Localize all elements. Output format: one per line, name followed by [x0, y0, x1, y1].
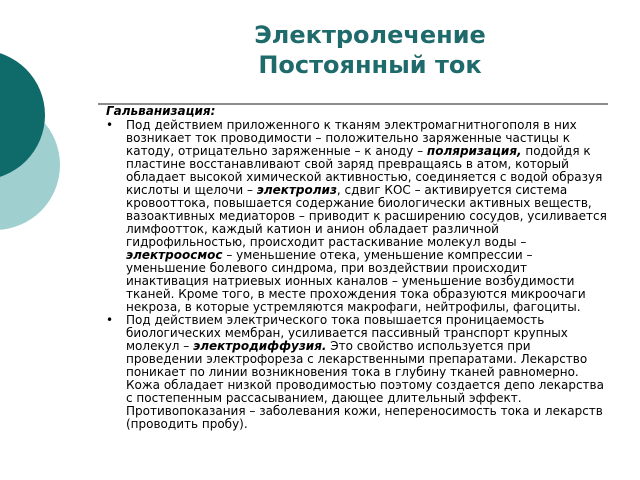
slide-content [100, 105, 610, 431]
bullet-text: подойдя к пластине восстанавливают свой заряд превращаясь в атом, который обладает высокой химической активностью, соединяется с водой образуя кислоты и щелочи – [126, 144, 603, 197]
bullet-list [100, 119, 610, 431]
bullet-text: Под действием электрического тока повышается проницаемость биологических мембран, усиливается пассивный транспорт крупных молекул – [126, 313, 568, 353]
decorative-circles [0, 0, 90, 480]
term-electrolysis: электролиз [256, 183, 337, 197]
bullet-text: – уменьшение отека, уменьшение компрессии – уменьшение болевого синдрома, при воздействии происходит инактивация натриевых ионных каналов – уменьшение возбудимости тканей. Кроме того, в месте прохождения тока образуются микроочаги некроза, в которые устремляются макрофаги, нейтрофилы, фагоциты. [126, 248, 586, 314]
title-line-2: Постоянный ток [258, 51, 482, 79]
bullet-item-polarization [106, 118, 610, 314]
bullet-item-electrodiffusion [106, 313, 610, 431]
bullet-text: Это свойство используется при проведении электрофореза с лекарственными препаратами. Лекарство поникает по линии возникновения тока в глубину тканей равномерно. Кожа обладает низкой проводимостью поэтому создается депо лекарства с постепенным рассасыванием, дающее длительный эффект. Противопоказания – заболевания кожи, непереносимость тока и лекарств (проводить пробу). [126, 339, 604, 431]
bullet-text: , сдвиг КОС – активируется система кровооттока, повышается содержание биологически активных веществ, вазоактивных медиаторов – приводит к расширению сосудов, усиливается лимфоотток, каждый катион и анион обладает различной гидрофильностью, происходит растаскивание молекул воды – [126, 183, 607, 249]
term-polarization: поляризация, [426, 144, 522, 158]
term-electrodiffusion: электродиффузия. [193, 339, 327, 353]
title-line-1: Электролечение [254, 21, 486, 49]
section-heading: Гальванизация: [106, 104, 216, 118]
bullet-dot-icon: • [106, 118, 114, 132]
bullet-dot-icon: • [106, 313, 114, 327]
term-electroosmosis: электроосмос [126, 248, 223, 262]
slide-title [100, 20, 640, 80]
bullet-text: Под действием приложенного к тканям электромагнитногополя в них возникает ток проводимости – положительно заряженные частицы к катоду, отрицательно заряженные – к аноду – [126, 118, 577, 158]
